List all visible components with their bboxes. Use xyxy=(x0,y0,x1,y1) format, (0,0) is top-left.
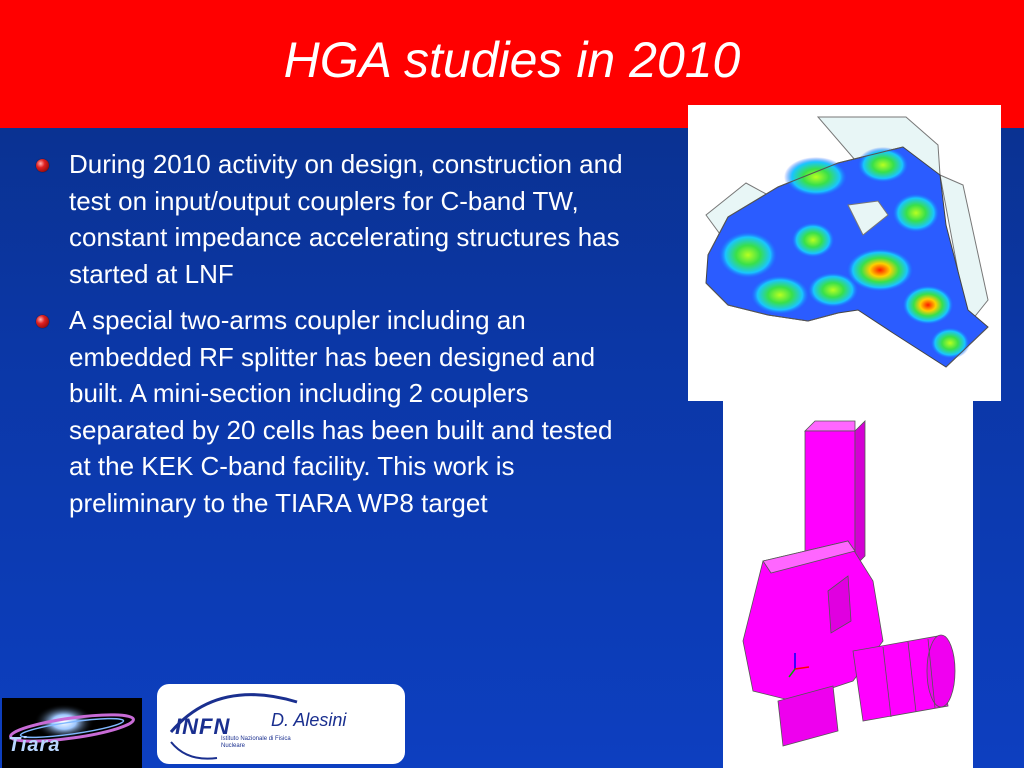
red-sphere-bullet-icon xyxy=(36,159,49,172)
coupler-3d-graphic xyxy=(723,401,973,768)
field-map-graphic xyxy=(688,105,1001,401)
red-sphere-bullet-icon xyxy=(36,315,49,328)
tiara-logo-graphic xyxy=(2,698,142,768)
tiara-logo-text: Tiara xyxy=(8,734,61,756)
bullet-text: A special two-arms coupler including an embedded RF splitter has been designed and built. A mini-section including 2 couplers separated by 20 cells has been built and tested at the KEK C-band facility. This work is preliminary to the TIARA WP8 target xyxy=(69,305,613,518)
bullet-item xyxy=(36,302,636,521)
author-name: D. Alesini xyxy=(271,710,347,730)
infn-logo-text: INFN xyxy=(175,714,231,739)
bullet-item xyxy=(36,146,636,292)
bullet-text: During 2010 activity on design, construction and test on input/output couplers for C-band TW, constant impedance accelerating structures has started at LNF xyxy=(69,149,623,289)
coupler-model-figure xyxy=(723,401,973,768)
slide-title: HGA studies in 2010 xyxy=(283,32,741,88)
infn-subtitle: Istituto Nazionale di Fisica Nucleare xyxy=(221,736,291,749)
bullet-list xyxy=(36,146,636,531)
tiara-logo xyxy=(2,698,142,768)
field-distribution-figure xyxy=(688,105,1001,401)
infn-logo-box xyxy=(157,684,405,764)
